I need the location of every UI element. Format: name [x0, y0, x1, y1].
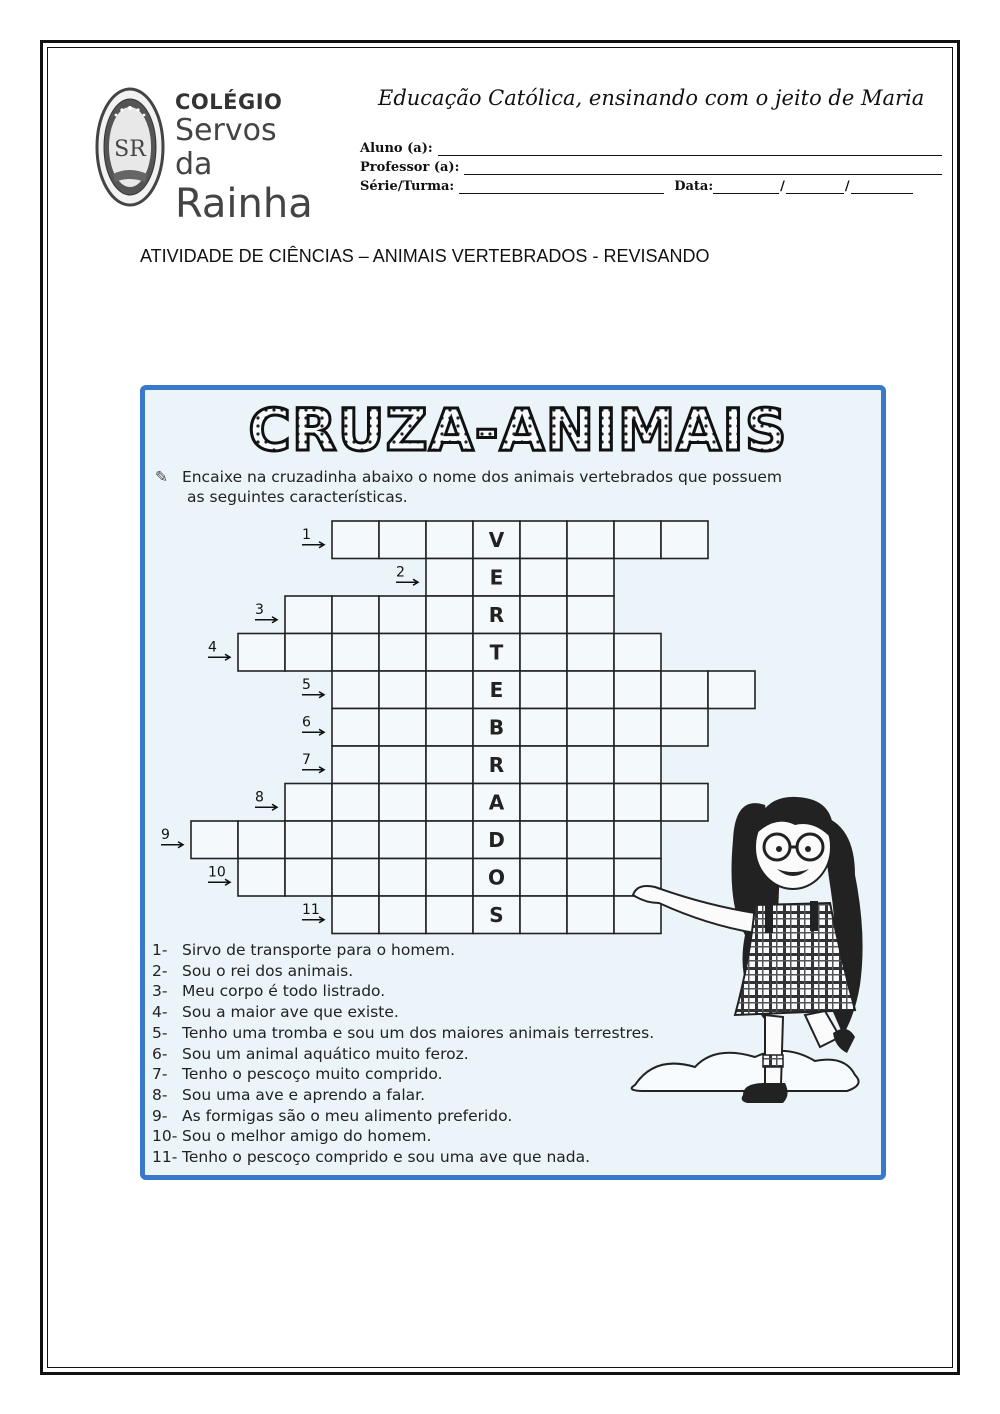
- aluno-row: [360, 137, 942, 156]
- crossword-cell[interactable]: [520, 634, 567, 672]
- crossword-cell[interactable]: [520, 671, 567, 709]
- crossword-cell[interactable]: [520, 596, 567, 634]
- serie-field[interactable]: [459, 180, 664, 194]
- activity-title: ATIVIDADE DE CIÊNCIAS – ANIMAIS VERTEBRADOS - REVISANDO: [140, 246, 710, 266]
- clue-text: Meu corpo é todo listrado.: [182, 982, 386, 1001]
- crossword-cell[interactable]: [567, 559, 614, 597]
- crossword-cell[interactable]: [332, 671, 379, 709]
- crossword-cell[interactable]: [426, 596, 473, 634]
- crossword-cell[interactable]: [426, 671, 473, 709]
- crossword-cell[interactable]: [426, 896, 473, 934]
- student-info-form: [360, 137, 942, 194]
- date-month-field[interactable]: [786, 180, 844, 194]
- crossword-cell[interactable]: [332, 784, 379, 822]
- aluno-field[interactable]: [438, 142, 942, 156]
- clue-number: 3-: [152, 982, 168, 1001]
- clue-text: Sou o melhor amigo do homem.: [182, 1127, 432, 1146]
- crossword-cell[interactable]: [520, 821, 567, 859]
- clue-number: 6-: [152, 1044, 168, 1063]
- instruction-line1: Encaixe na cruzadinha abaixo o nome dos animais vertebrados que possuem: [181, 468, 783, 486]
- crossword-cell[interactable]: [332, 709, 379, 747]
- school-emblem-icon: [95, 86, 165, 208]
- crossword-cell[interactable]: [567, 521, 614, 559]
- clue-number: 1-: [152, 941, 168, 959]
- crossword-cell[interactable]: [379, 746, 426, 784]
- crossword-cell[interactable]: [614, 746, 661, 784]
- crossword-cell[interactable]: [567, 746, 614, 784]
- clue-number: 4-: [152, 1003, 168, 1022]
- school-logo: [95, 86, 320, 227]
- grid-clue-number: 3: [255, 601, 264, 618]
- grid-clue-number: 4: [208, 639, 217, 656]
- grid-clue-number: 7: [302, 751, 311, 768]
- clue-text: As formigas são o meu alimento preferido.: [182, 1106, 513, 1125]
- clue-text: Tenho o pescoço comprido e sou uma ave que nada.: [182, 1148, 591, 1167]
- grid-clue-number: 2: [396, 564, 405, 581]
- crossword-cell[interactable]: [285, 596, 332, 634]
- clue-9: [152, 1106, 654, 1127]
- crossword-cell[interactable]: [379, 821, 426, 859]
- emblem-monogram: SR: [114, 137, 146, 162]
- keyword-letter: E: [489, 565, 504, 590]
- crossword-cell[interactable]: [379, 596, 426, 634]
- clue-number: 2-: [152, 961, 168, 980]
- crossword-cell[interactable]: [567, 821, 614, 859]
- school-name-line3: Rainha: [175, 181, 313, 227]
- school-name-line1: COLÉGIO: [175, 90, 283, 114]
- crossword-cell[interactable]: [332, 746, 379, 784]
- crossword-cell[interactable]: [661, 671, 708, 709]
- crossword-cell[interactable]: [285, 821, 332, 859]
- clue-text: Sou um animal aquático muito feroz.: [182, 1044, 469, 1063]
- instruction-line2: as seguintes características.: [187, 488, 408, 506]
- keyword-letter: R: [488, 602, 505, 627]
- serie-data-row: [360, 175, 942, 194]
- clue-text: Sou uma ave e aprendo a falar.: [182, 1085, 426, 1104]
- grid-clue-number: 5: [302, 676, 311, 693]
- clue-number: 10-: [152, 1127, 178, 1146]
- clue-5: [152, 1023, 654, 1044]
- crossword-cell[interactable]: [332, 859, 379, 897]
- crossword-cell[interactable]: [332, 521, 379, 559]
- crossword-cell[interactable]: [379, 859, 426, 897]
- clue-number: 8-: [152, 1085, 168, 1104]
- crossword-cell[interactable]: [567, 859, 614, 897]
- worksheet-title-text: CRUZA-ANIMAIS: [248, 398, 788, 460]
- crossword-cell[interactable]: [614, 671, 661, 709]
- crossword-cell[interactable]: [379, 709, 426, 747]
- clue-number: 5-: [152, 1023, 168, 1042]
- clue-7: [152, 1064, 654, 1085]
- grid-clue-number: 10: [208, 864, 226, 881]
- grid-clue-number: 8: [255, 789, 264, 806]
- clue-text: Sou a maior ave que existe.: [182, 1003, 399, 1022]
- keyword-letter: E: [489, 677, 504, 702]
- crossword-cell[interactable]: [567, 709, 614, 747]
- pencil-icon: ✎: [155, 468, 168, 486]
- crossword-cell[interactable]: [426, 821, 473, 859]
- school-name: [175, 90, 320, 226]
- crossword-cell[interactable]: [567, 634, 614, 672]
- clue-6: [152, 1044, 654, 1065]
- clue-3: [152, 981, 654, 1002]
- crossword-cell[interactable]: [426, 521, 473, 559]
- keyword-letter: D: [488, 827, 505, 852]
- serie-label: Série/Turma:: [360, 179, 455, 194]
- crossword-cell[interactable]: [426, 859, 473, 897]
- crossword-cell[interactable]: [567, 784, 614, 822]
- date-day-field[interactable]: [713, 180, 779, 194]
- crossword-cell[interactable]: [285, 634, 332, 672]
- crossword-cell[interactable]: [567, 596, 614, 634]
- crossword-cell[interactable]: [332, 821, 379, 859]
- date-slash-1: /: [780, 179, 785, 194]
- crossword-cell[interactable]: [520, 896, 567, 934]
- grid-clue-number: 6: [302, 714, 311, 731]
- aluno-label: Aluno (a):: [360, 141, 433, 156]
- clue-list: [152, 940, 654, 1168]
- clue-text: Tenho uma tromba e sou um dos maiores animais terrestres.: [182, 1023, 655, 1042]
- keyword-letter: O: [487, 865, 506, 890]
- clue-11: [152, 1147, 654, 1168]
- crossword-panel: [140, 385, 886, 1180]
- crossword-cell[interactable]: [614, 521, 661, 559]
- crossword-cell[interactable]: [661, 709, 708, 747]
- crossword-cell[interactable]: [614, 634, 661, 672]
- crossword-cell[interactable]: [520, 521, 567, 559]
- school-name-line2: Servos da: [175, 113, 277, 182]
- crossword-cell[interactable]: [379, 634, 426, 672]
- clue-number: 9-: [152, 1106, 168, 1125]
- clue-text: Sirvo de transporte para o homem.: [182, 941, 455, 959]
- grid-clue-number: 9: [161, 826, 170, 843]
- keyword-letter: B: [488, 715, 505, 740]
- crossword-cell[interactable]: [567, 671, 614, 709]
- crossword-cell[interactable]: [426, 709, 473, 747]
- clue-8: [152, 1085, 654, 1106]
- crossword-cell[interactable]: [614, 709, 661, 747]
- crossword-cell[interactable]: [520, 559, 567, 597]
- clue-2: [152, 961, 654, 982]
- crossword-cell[interactable]: [379, 896, 426, 934]
- crossword-cell[interactable]: [520, 784, 567, 822]
- crossword-cell[interactable]: [520, 746, 567, 784]
- crossword-cell[interactable]: [379, 521, 426, 559]
- clue-text: Sou o rei dos animais.: [182, 961, 354, 980]
- keyword-letter: T: [489, 640, 504, 665]
- professor-row: [360, 156, 942, 175]
- crossword-cell[interactable]: [379, 784, 426, 822]
- grid-clue-number: 11: [302, 901, 320, 918]
- crossword-cell[interactable]: [238, 634, 285, 672]
- keyword-letter: S: [489, 902, 504, 927]
- professor-label: Professor (a):: [360, 160, 460, 175]
- crossword-cell[interactable]: [191, 821, 238, 859]
- crossword-cell[interactable]: [238, 821, 285, 859]
- clue-number: 7-: [152, 1065, 168, 1084]
- crossword-cell[interactable]: [426, 559, 473, 597]
- crossword-cell[interactable]: [332, 896, 379, 934]
- keyword-letter: R: [488, 752, 505, 777]
- date-slash-2: /: [844, 179, 850, 194]
- professor-field[interactable]: [464, 161, 942, 175]
- crossword-cell[interactable]: [332, 634, 379, 672]
- crossword-cell[interactable]: [238, 859, 285, 897]
- clue-1: [152, 940, 654, 961]
- date-year-field[interactable]: [851, 180, 913, 194]
- keyword-letter: A: [488, 790, 505, 815]
- crossword-cell[interactable]: [426, 746, 473, 784]
- data-label: Data:: [674, 179, 714, 194]
- clue-4: [152, 1002, 654, 1023]
- crossword-cell[interactable]: [285, 859, 332, 897]
- crossword-cell[interactable]: [661, 521, 708, 559]
- crossword-cell[interactable]: [332, 596, 379, 634]
- school-motto: Educação Católica, ensinando com o jeito de Maria: [378, 86, 925, 110]
- crossword-cell[interactable]: [708, 671, 755, 709]
- crossword-cell[interactable]: [426, 634, 473, 672]
- clue-text: Tenho o pescoço muito comprido.: [182, 1065, 443, 1084]
- crossword-cell[interactable]: [567, 896, 614, 934]
- clue-10: [152, 1126, 654, 1147]
- crossword-cell[interactable]: [520, 859, 567, 897]
- crossword-cell[interactable]: [520, 709, 567, 747]
- girl-illustration-icon: [615, 785, 885, 1130]
- crossword-cell[interactable]: [285, 784, 332, 822]
- crossword-cell[interactable]: [379, 671, 426, 709]
- grid-clue-number: 1: [302, 526, 311, 543]
- clue-number: 11-: [152, 1148, 178, 1167]
- keyword-letter: V: [488, 527, 505, 552]
- crossword-cell[interactable]: [426, 784, 473, 822]
